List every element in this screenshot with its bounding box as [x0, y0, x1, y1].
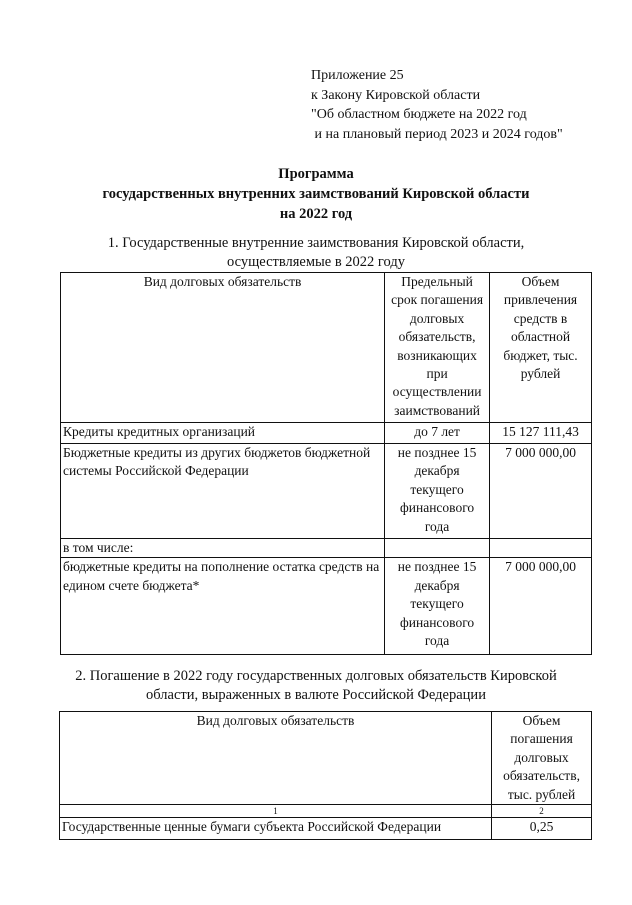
table-row: Государственные ценные бумаги субъекта Российской Федерации 0,25	[60, 818, 592, 840]
table-row: Кредиты кредитных организаций до 7 лет 15 127 111,43	[61, 423, 592, 444]
annex-header	[311, 66, 563, 144]
header-amount: Объем погашения долговых обязательств, тыс. рублей	[492, 712, 592, 805]
annex-line-3: "Об областном бюджете на 2022 год	[311, 107, 527, 122]
section-2-heading: 2. Погашение в 2022 году государственных долговых обязательств Кировской области, выраженных в валюте Российской Федерации	[75, 668, 557, 703]
header-debt-type: Вид долговых обязательств	[61, 273, 385, 423]
title-line-1: Программа	[278, 166, 354, 182]
header-term: Предельный срок погашения долговых обязательств, возникающих при осуществлении заимствований	[385, 273, 490, 423]
table-header-row	[60, 712, 592, 805]
title-line-3: на 2022 год	[279, 206, 353, 222]
annex-line-1: Приложение 25	[311, 68, 404, 83]
table-header-row	[61, 273, 592, 423]
header-debt-type: Вид долговых обязательств	[60, 712, 492, 805]
borrowings-table	[60, 272, 592, 655]
table-row: Бюджетные кредиты из других бюджетов бюджетной системы Российской Федерации не позднее 15 декабря текущего финансового года 7 000 000,00	[61, 444, 592, 539]
section-1-heading: 1. Государственные внутренние заимствования Кировской области, осуществляемые в 2022 году	[107, 235, 525, 270]
repayment-table	[59, 711, 592, 840]
annex-line-4: и на плановый период 2023 и 2024 годов"	[311, 126, 563, 142]
table-row: бюджетные кредиты на пополнение остатка средств на едином счете бюджета* не позднее 15 декабря текущего финансового года 7 000 000,00	[61, 558, 592, 655]
table-row: в том числе:	[61, 539, 592, 558]
header-amount: Объем привлечения средств в областной бюджет, тыс. рублей	[490, 273, 592, 423]
document-title	[0, 164, 632, 224]
column-number-row: 1 2	[60, 805, 592, 818]
title-line-2: государственных внутренних заимствований Кировской области	[102, 186, 530, 202]
annex-line-2: к Закону Кировской области	[311, 87, 481, 103]
